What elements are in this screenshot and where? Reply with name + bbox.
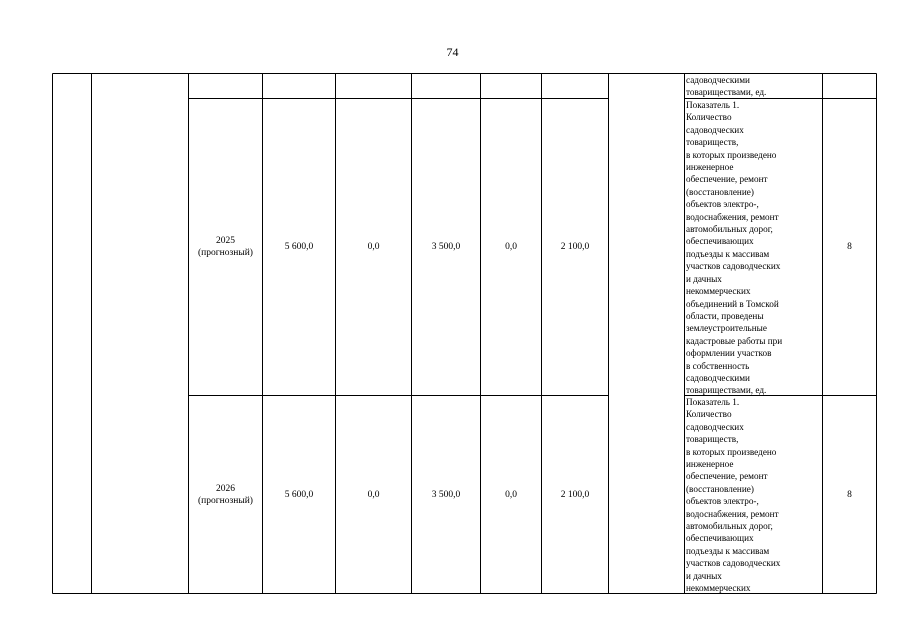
value-federal: 0,0 <box>367 242 380 252</box>
indicator-line: автомобильных дорог, <box>686 224 773 235</box>
indicator-line: садоводческих <box>686 421 744 432</box>
indicator-line: товариществ, <box>686 434 739 445</box>
indicator-line: Показатель 1. <box>686 100 740 110</box>
indicator-line: Показатель 1. <box>686 397 740 407</box>
indicator-line: автомобильных дорог, <box>686 521 773 532</box>
indicator-line: (восстановление) <box>686 483 754 494</box>
value-extrabudget: 2 100,0 <box>560 489 590 500</box>
indicator-line: и дачных <box>686 570 722 581</box>
indicator-line: в которых произведено <box>686 149 777 160</box>
indicator-line: подъезды к массивам <box>686 545 770 556</box>
indicator-line: Количество <box>686 112 732 123</box>
indicator-line: обеспечение, ремонт <box>686 174 768 185</box>
indicator-text-2026 <box>686 396 822 593</box>
indicator-text-2025 <box>686 99 822 395</box>
carryover-indicator-text <box>686 74 822 98</box>
year-note: (прогнозный) <box>198 248 253 258</box>
value-federal: 0,0 <box>367 489 380 500</box>
indicator-line: объектов электро-, <box>686 496 759 507</box>
year-label: 2026 <box>216 483 235 494</box>
value-total: 5 600,0 <box>284 242 314 252</box>
value-regional: 3 500,0 <box>431 489 461 500</box>
indicator-line: обеспечивающих <box>686 236 754 247</box>
indicator-line: объединений в Томской <box>686 298 779 309</box>
indicator-line: обеспечение, ремонт <box>686 471 768 482</box>
year-label: 2025 <box>216 236 235 246</box>
carryover-line: товариществами, ед. <box>686 87 767 98</box>
year-cell-2025 <box>189 99 262 395</box>
indicator-value: 8 <box>847 489 852 500</box>
indicator-line: инженерное <box>686 459 734 470</box>
indicator-line: товариществ, <box>686 137 739 148</box>
carryover-line: садоводческими <box>686 75 750 85</box>
indicator-line: в которых произведено <box>686 446 777 457</box>
indicator-line: в собственность <box>686 360 750 371</box>
year-note: (прогнозный) <box>198 495 253 506</box>
value-local: 0,0 <box>505 489 517 500</box>
indicator-line: некоммерческих <box>686 583 751 593</box>
indicator-line: оформлении участков <box>686 348 772 359</box>
value-extrabudget: 2 100,0 <box>560 242 590 252</box>
indicator-line: товариществами, ед. <box>686 385 767 395</box>
indicator-line: садоводческих <box>686 124 744 135</box>
indicator-line: области, проведены <box>686 310 764 321</box>
indicator-line: водоснабжения, ремонт <box>686 508 779 519</box>
indicator-line: землеустроительные <box>686 323 767 334</box>
page-number: 74 <box>446 45 459 59</box>
year-cell-2026 <box>189 396 262 593</box>
indicator-value: 8 <box>847 242 852 252</box>
indicator-line: кадастровые работы при <box>686 335 783 346</box>
indicator-line: (восстановление) <box>686 186 754 197</box>
indicator-line: инженерное <box>686 162 734 173</box>
indicator-line: участков садоводческих <box>686 261 781 272</box>
value-local: 0,0 <box>505 242 517 252</box>
indicator-line: обеспечивающих <box>686 533 754 544</box>
indicator-line: водоснабжения, ремонт <box>686 211 779 222</box>
indicator-line: Количество <box>686 409 732 420</box>
indicator-line: участков садоводческих <box>686 558 781 569</box>
indicator-line: садоводческими <box>686 372 750 383</box>
indicator-line: некоммерческих <box>686 286 751 297</box>
indicator-line: подъезды к массивам <box>686 248 770 259</box>
indicator-line: и дачных <box>686 273 722 284</box>
value-total: 5 600,0 <box>284 489 314 500</box>
value-regional: 3 500,0 <box>431 242 461 252</box>
indicator-line: объектов электро-, <box>686 199 759 210</box>
